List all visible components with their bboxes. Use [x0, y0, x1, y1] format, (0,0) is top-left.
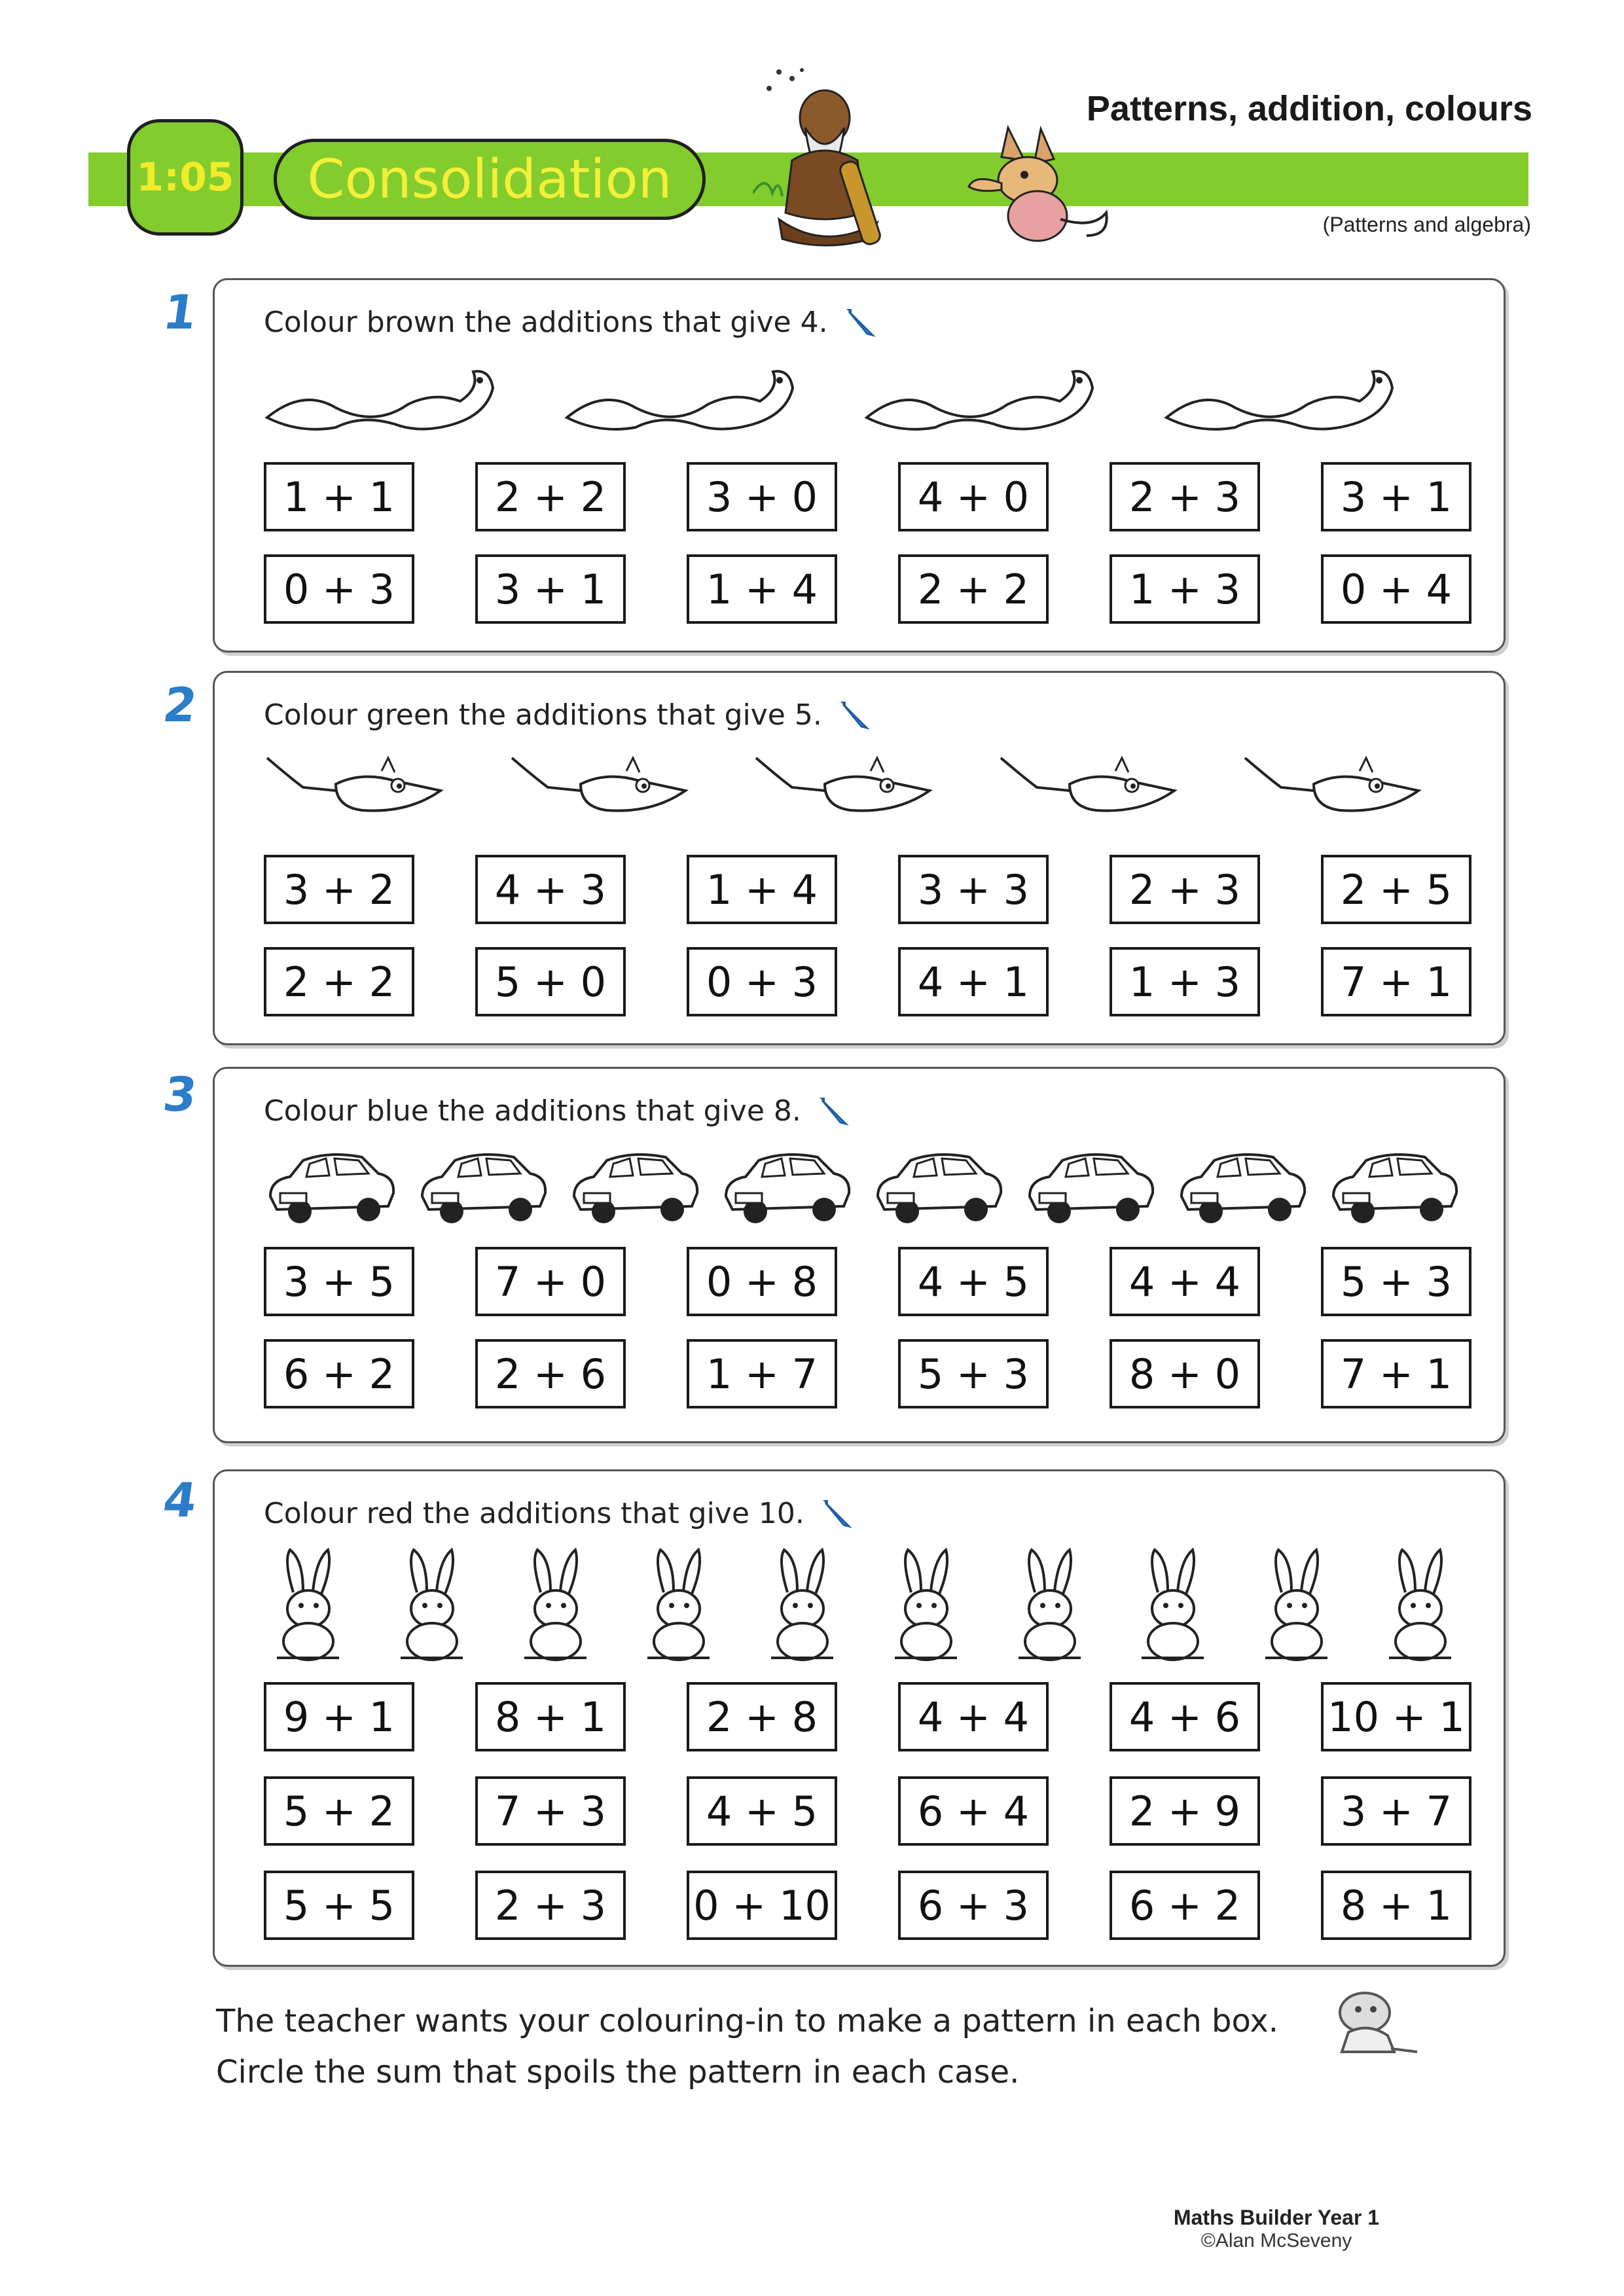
rabbit-icon: [758, 1547, 846, 1664]
sum-box[interactable]: 6 + 3: [898, 1871, 1049, 1940]
question-number-2: 2: [160, 677, 201, 732]
sum-box[interactable]: 2 + 6: [475, 1339, 626, 1408]
sum-box[interactable]: 1 + 4: [687, 554, 837, 624]
rabbit-icon: [1252, 1547, 1341, 1664]
question-3-box: [213, 1067, 1506, 1443]
question-4-instruction: [264, 1496, 853, 1530]
question-3-instruction: [264, 1094, 850, 1128]
cartoon-mascot-icon: [1329, 1986, 1420, 2058]
sum-box[interactable]: 10 + 1: [1321, 1682, 1471, 1751]
mouse-icon: [509, 751, 705, 823]
rabbit-icon: [1128, 1547, 1217, 1664]
sum-box[interactable]: 3 + 1: [1321, 462, 1471, 531]
car-icon: [719, 1144, 854, 1229]
copyright: ©Alan McSeveny: [1200, 2230, 1352, 2251]
question-1-instruction: [264, 305, 876, 339]
sum-box[interactable]: 2 + 9: [1110, 1776, 1260, 1846]
mouse-icon: [264, 751, 460, 823]
car-icon: [871, 1144, 1005, 1229]
topic-heading: Patterns, addition, colours: [1086, 89, 1532, 128]
pattern-instruction-line-2: Circle the sum that spoils the pattern in each case.: [216, 2054, 1020, 2090]
sum-box[interactable]: 7 + 1: [1321, 1339, 1471, 1408]
question-1-sums: [264, 462, 1471, 624]
sum-box[interactable]: 0 + 3: [687, 947, 837, 1016]
sum-box[interactable]: 7 + 1: [1321, 947, 1471, 1016]
echidna-icon: [962, 121, 1119, 245]
sum-box[interactable]: 9 + 1: [264, 1682, 414, 1751]
sum-box[interactable]: 1 + 7: [687, 1339, 837, 1408]
sum-box[interactable]: 4 + 4: [1110, 1247, 1260, 1316]
sum-box[interactable]: 2 + 2: [898, 554, 1049, 624]
sum-box[interactable]: 5 + 5: [264, 1871, 414, 1940]
question-2-box: [213, 671, 1506, 1045]
sum-box[interactable]: 4 + 6: [1110, 1682, 1260, 1751]
sum-box[interactable]: 6 + 4: [898, 1776, 1049, 1846]
pencil-icon: [816, 1094, 850, 1128]
sum-box[interactable]: 3 + 0: [687, 462, 837, 531]
lesson-code-badge: 1:05: [127, 119, 244, 236]
sum-box[interactable]: 5 + 0: [475, 947, 626, 1016]
sum-box[interactable]: 4 + 4: [898, 1682, 1049, 1751]
instruction-text: Colour green the additions that give 5.: [264, 698, 822, 732]
sum-box[interactable]: 3 + 2: [264, 855, 414, 924]
question-4-box: [213, 1469, 1506, 1967]
sum-box[interactable]: 2 + 2: [475, 462, 626, 531]
pencil-icon: [837, 698, 871, 732]
sum-box[interactable]: 2 + 2: [264, 947, 414, 1016]
worm-icon: [863, 362, 1099, 434]
sum-box[interactable]: 8 + 1: [475, 1682, 626, 1751]
sum-box[interactable]: 2 + 8: [687, 1682, 837, 1751]
sum-box[interactable]: 2 + 3: [1110, 462, 1260, 531]
car-icon: [264, 1144, 398, 1229]
sum-box[interactable]: 8 + 1: [1321, 1871, 1471, 1940]
question-number-3: 3: [160, 1067, 201, 1122]
question-1-box: [213, 278, 1506, 653]
mouse-icon: [998, 751, 1194, 823]
worm-icon: [1163, 362, 1399, 434]
sum-box[interactable]: 5 + 3: [898, 1339, 1049, 1408]
mouse-icon: [1242, 751, 1438, 823]
sum-box[interactable]: 8 + 0: [1110, 1339, 1260, 1408]
rabbit-icon: [388, 1547, 476, 1664]
sum-box[interactable]: 2 + 3: [475, 1871, 626, 1940]
rabbit-row: [264, 1547, 1464, 1664]
instruction-text: Colour blue the additions that give 8.: [264, 1094, 801, 1128]
mouse-row: [264, 751, 1477, 823]
sum-box[interactable]: 0 + 8: [687, 1247, 837, 1316]
rabbit-icon: [634, 1547, 723, 1664]
sum-box[interactable]: 3 + 3: [898, 855, 1049, 924]
sum-box[interactable]: 4 + 5: [898, 1247, 1049, 1316]
rabbit-icon: [882, 1547, 970, 1664]
instruction-text: Colour red the additions that give 10.: [264, 1496, 804, 1530]
pencil-icon: [842, 305, 876, 339]
car-icon: [1023, 1144, 1157, 1229]
rabbit-icon: [1376, 1547, 1464, 1664]
car-row: [264, 1144, 1461, 1229]
sum-box[interactable]: 3 + 1: [475, 554, 626, 624]
sum-box[interactable]: 0 + 10: [687, 1871, 837, 1940]
car-icon: [568, 1144, 702, 1229]
instruction-text: Colour brown the additions that give 4.: [264, 305, 828, 339]
sum-box[interactable]: 0 + 3: [264, 554, 414, 624]
sum-box[interactable]: 2 + 5: [1321, 855, 1471, 924]
question-number-4: 4: [160, 1473, 201, 1528]
question-2-instruction: [264, 698, 871, 732]
rabbit-icon: [264, 1547, 352, 1664]
sum-box[interactable]: 1 + 3: [1110, 947, 1260, 1016]
car-icon: [1175, 1144, 1309, 1229]
sum-box[interactable]: 5 + 3: [1321, 1247, 1471, 1316]
lesson-title: Consolidation: [274, 139, 706, 220]
rabbit-icon: [1005, 1547, 1094, 1664]
pattern-instruction-line-1: The teacher wants your colouring-in to make a pattern in each box.: [216, 2003, 1279, 2039]
sum-box[interactable]: 0 + 4: [1321, 554, 1471, 624]
credit-block: [1113, 2206, 1440, 2252]
question-4-sums: [264, 1682, 1471, 1940]
sum-box[interactable]: 1 + 3: [1110, 554, 1260, 624]
sum-box[interactable]: 7 + 0: [475, 1247, 626, 1316]
sum-box[interactable]: 6 + 2: [1110, 1871, 1260, 1940]
sum-box[interactable]: 4 + 3: [475, 855, 626, 924]
car-icon: [416, 1144, 550, 1229]
worm-row: [264, 362, 1477, 434]
sum-box[interactable]: 5 + 2: [264, 1776, 414, 1846]
sum-box[interactable]: 1 + 4: [687, 855, 837, 924]
sum-box[interactable]: 2 + 3: [1110, 855, 1260, 924]
question-number-1: 1: [160, 285, 201, 340]
sum-box[interactable]: 3 + 7: [1321, 1776, 1471, 1846]
question-2-sums: [264, 855, 1471, 1016]
sum-box[interactable]: 1 + 1: [264, 462, 414, 531]
cartoon-man-icon: [753, 62, 923, 252]
strand-label: (Patterns and algebra): [1322, 213, 1531, 236]
sum-box[interactable]: 4 + 0: [898, 462, 1049, 531]
sum-box[interactable]: 4 + 1: [898, 947, 1049, 1016]
book-title: Maths Builder Year 1: [1173, 2206, 1380, 2229]
sum-box[interactable]: 3 + 5: [264, 1247, 414, 1316]
pencil-icon: [819, 1496, 853, 1530]
rabbit-icon: [511, 1547, 600, 1664]
mouse-icon: [753, 751, 949, 823]
question-3-sums: [264, 1247, 1471, 1408]
sum-box[interactable]: 7 + 3: [475, 1776, 626, 1846]
sum-box[interactable]: 6 + 2: [264, 1339, 414, 1408]
car-icon: [1327, 1144, 1461, 1229]
sum-box[interactable]: 4 + 5: [687, 1776, 837, 1846]
worm-icon: [564, 362, 799, 434]
worm-icon: [264, 362, 499, 434]
